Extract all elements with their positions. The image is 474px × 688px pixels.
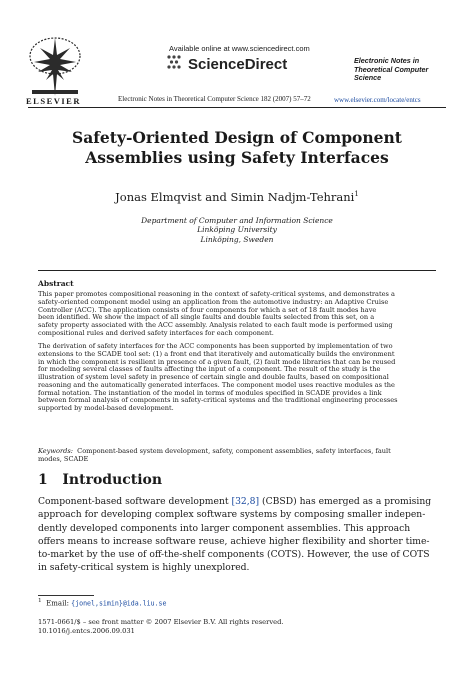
journal-url-link[interactable]: www.elsevier.com/locate/entcs xyxy=(334,96,421,104)
abstract-heading: Abstract xyxy=(38,279,74,288)
journal-title-box xyxy=(354,57,450,83)
footnote-mark: 1 xyxy=(38,598,42,604)
abstract-line: in which the component is resilient in presence of a given fault, (2) fault mode libraries that can be reused xyxy=(38,357,396,366)
title-line: Safety-Oriented Design of Component xyxy=(72,128,402,147)
intro-text: (CBSD) has emerged as a promising xyxy=(259,496,432,507)
publisher-name: ELSEVIER xyxy=(26,96,81,106)
journal-title-line: Electronic Notes in xyxy=(354,56,420,65)
intro-line: dently developed components into larger component assemblies. This approach xyxy=(38,522,411,534)
author-footnote-mark: 1 xyxy=(354,190,359,199)
affiliation-line: Linköping, Sweden xyxy=(200,234,274,244)
abstract-paragraph-1 xyxy=(38,291,436,338)
abstract-line: between formal analysis of components in safety-critical systems and the traditional engineering processes xyxy=(38,396,398,405)
email-link[interactable]: {jonel,simin}@ida.liu.se xyxy=(71,599,167,608)
front-matter xyxy=(38,618,283,635)
abstract-line: been identified. We show the impact of all single faults and double faults selected from this set, on a xyxy=(38,313,375,322)
affiliation-line: Linköping University xyxy=(197,225,277,235)
abstract-line: supported by model-based development. xyxy=(38,404,174,412)
journal-title-line: Science xyxy=(354,73,382,82)
author-names: Jonas Elmqvist and Simin Nadjm-Tehrani xyxy=(115,190,355,204)
abstract-line: reasoning and the automatically generated interfaces. The component model uses reactive modules as the xyxy=(38,380,395,389)
abstract-line: for modeling several classes of faults affecting the input of a component. The result of the study is the xyxy=(38,365,381,374)
affiliation-line: Department of Computer and Information Science xyxy=(141,216,333,225)
intro-line: approach for developing complex software systems by composing smaller indepen- xyxy=(38,509,426,521)
abstract-top-rule xyxy=(38,270,436,271)
available-online-text: Available online at www.sciencedirect.com xyxy=(169,44,310,53)
issn-line: 1571-0661/$ – see front matter © 2007 Elsevier B.V. All rights reserved. xyxy=(38,618,284,626)
section-number: 1 xyxy=(38,472,48,488)
doi-line: 10.1016/j.entcs.2006.09.031 xyxy=(38,626,135,635)
header-divider xyxy=(28,107,446,108)
keywords-label: Keywords: xyxy=(38,447,73,455)
keywords xyxy=(38,448,436,464)
abstract-paragraph-2 xyxy=(38,343,436,413)
intro-line: in safety-critical system is highly unexplored. xyxy=(38,562,250,574)
abstract-line: formal notation. The instantiation of the model in terms of modules specified in SCADE provides a link xyxy=(38,388,382,397)
intro-line: offers means to increase software reuse, achieve higher flexibility and shorter time- xyxy=(38,535,430,547)
paper-title xyxy=(0,128,474,168)
elsevier-tree-logo-icon xyxy=(26,34,84,98)
abstract-line: compositional rules and derived safety interfaces for each component. xyxy=(38,328,274,337)
abstract-line: extensions to the SCADE tool set: (1) a front end that iteratively and automatically builds the environment xyxy=(38,349,395,358)
citation-link[interactable]: [32,8] xyxy=(231,496,260,507)
paper-authors xyxy=(0,190,474,204)
intro-text: Component-based software development xyxy=(38,496,232,507)
footnote-label: Email: xyxy=(46,599,69,608)
keywords-line: modes, SCADE xyxy=(38,454,89,463)
journal-title-line: Theoretical Computer xyxy=(354,64,429,74)
intro-paragraph xyxy=(38,495,438,575)
sciencedirect-dots-icon xyxy=(166,54,184,72)
title-line: Assemblies using Safety Interfaces xyxy=(85,148,389,167)
abstract-line: illustration of system level safety in presence of certain single and double faults, based on compositional xyxy=(38,373,389,381)
affiliation xyxy=(0,216,474,244)
abstract-line: This paper promotes compositional reasoning in the context of safety-critical systems, and demonstrates a xyxy=(38,290,395,298)
journal-citation: Electronic Notes in Theoretical Computer Science 182 (2007) 57–72 xyxy=(118,95,311,103)
intro-line: to-market by the use of off-the-shelf components (COTS). However, the use of COTS xyxy=(38,549,430,561)
footnote xyxy=(38,598,166,607)
abstract-line: Controller (ACC). The application consists of four components for which a set of 18 fault modes have xyxy=(38,305,377,314)
sciencedirect-brand: ScienceDirect xyxy=(188,56,288,73)
abstract-line: safety-oriented component model using an application from the automotive industry: an Adaptive Cruise xyxy=(38,297,389,306)
section-heading xyxy=(38,472,162,488)
abstract-line: safety property associated with the ACC assembly. Analysis related to each fault mode is performed using xyxy=(38,321,393,329)
keywords-line: Component-based system development, safety, component assemblies, safety interfaces, fault xyxy=(77,447,391,455)
section-title: Introduction xyxy=(62,472,163,488)
abstract-line: The derivation of safety interfaces for the ACC components has been supported by implementation of two xyxy=(38,342,393,350)
footnote-rule xyxy=(38,595,94,596)
